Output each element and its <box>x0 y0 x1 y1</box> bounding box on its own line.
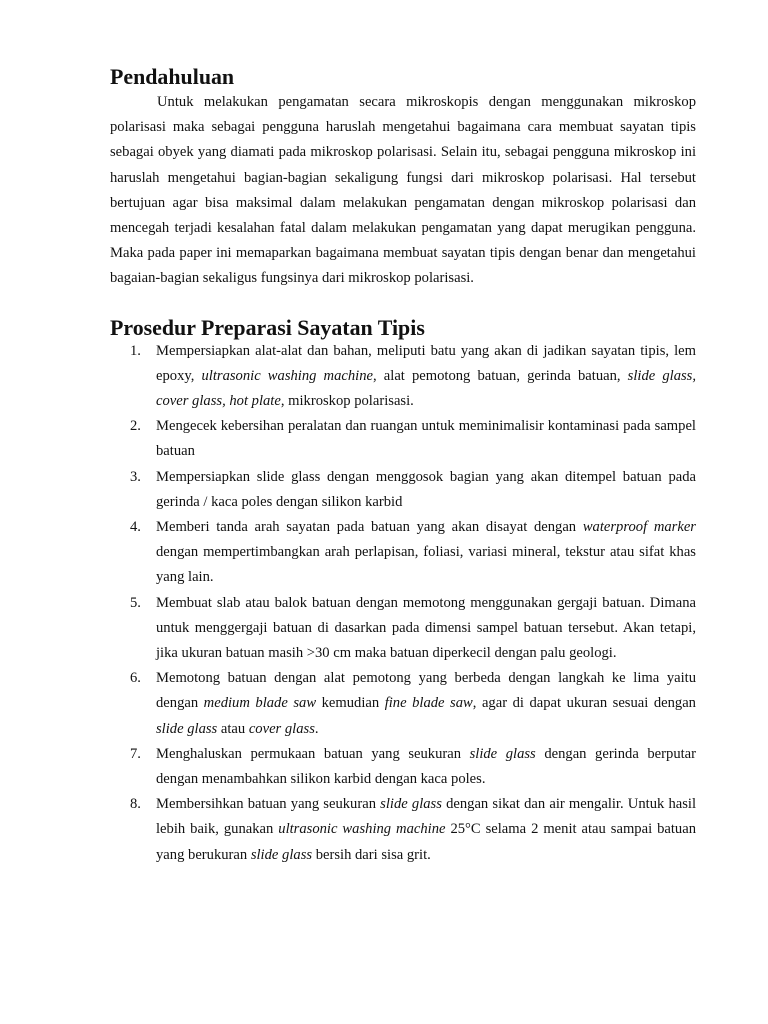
step-text: Membersihkan batuan yang seukuran <box>156 796 381 813</box>
step-text: dengan sikat dan air mengalir. Untuk hasil lebih baik, gunakan <box>156 796 697 838</box>
procedure-step <box>110 591 696 667</box>
step-text: Mempersiapkan slide glass dengan menggosok bagian yang akan ditempel batuan pada gerinda / kaca poles dengan silikon karbid <box>156 468 696 510</box>
document-page <box>110 66 696 868</box>
step-text: , mikroskop polarisasi. <box>280 393 414 410</box>
procedure-step <box>110 339 696 415</box>
step-text: Menghaluskan permukaan batuan yang seukuran <box>156 745 470 762</box>
intro-heading: Pendahuluan <box>110 64 235 89</box>
procedure-step <box>110 414 696 464</box>
step-italic-term: ultrasonic washing machine <box>278 821 446 838</box>
step-text: , agar di dapat ukuran sesuai dengan <box>472 695 696 712</box>
step-text: Membuat slab atau balok batuan dengan memotong menggunakan gergaji batuan. Dimana untuk menggergaji batuan di dasarkan pada dimensi sampel batuan tersebut. Akan tetapi, jika ukuran batuan masih >30 cm maka batuan diperkecil dengan palu geologi. <box>156 594 696 662</box>
procedure-heading: Prosedur Preparasi Sayatan Tipis <box>110 314 425 340</box>
step-italic-term: medium blade saw <box>203 695 317 712</box>
procedure-step <box>110 515 696 591</box>
step-text: bersih dari sisa grit. <box>312 846 431 863</box>
step-number: 5. <box>130 594 141 611</box>
step-text: dengan mempertimbangkan arah perlapisan, foliasi, variasi mineral, tekstur atau sifat khas yang lain. <box>156 544 696 586</box>
procedure-step <box>110 666 696 742</box>
step-text: Memberi tanda arah sayatan pada batuan yang akan disayat dengan <box>156 519 583 536</box>
step-italic-term: slide glass <box>250 846 313 863</box>
step-italic-term: slide glass <box>156 720 218 737</box>
step-italic-term: ultrasonic washing machine <box>201 367 374 384</box>
step-italic-term: slide glass <box>469 745 536 762</box>
step-italic-term: slide glass, cover glass, hot plate <box>156 367 696 410</box>
step-text: 25°C selama 2 menit atau sampai batuan yang berukuran <box>156 821 696 863</box>
step-italic-term: slide glass <box>380 796 442 813</box>
intro-section <box>110 66 696 292</box>
intro-paragraph: Untuk melakukan pengamatan secara mikroskopis dengan menggunakan mikroskop polarisasi maka sebagai pengguna haruslah mengetahui bagaimana cara membuat sayatan tipis sebagai obyek yang diamati pada mikroskop polarisasi. Selain itu, sebagai pengguna mikroskop ini haruslah mengetahui bagian-bagian sekaligung fungsi dari mikroskop polarisasi. Hal tersebut bertujuan agar bisa maksimal dalam melakukan pengamatan dengan mikroskop polarisasi dan mencegah terjadi kesalahan fatal dalam melakukan pengamatan yang dapat merugikan pengguna. Maka pada paper ini memaparkan bagaimana membuat sayatan tipis dengan benar dan mengetahui bagaian-bagian sekaligus fungsinya dari mikroskop polarisasi. <box>110 94 696 287</box>
step-text: atau <box>217 720 249 737</box>
step-text: , alat pemotong batuan, gerinda batuan, <box>373 367 628 384</box>
step-italic-term: waterproof marker <box>582 519 696 536</box>
step-number: 2. <box>130 418 141 435</box>
step-number: 4. <box>130 519 141 536</box>
step-text: Memotong batuan dengan alat pemotong yang berbeda dengan langkah ke lima yaitu dengan <box>156 670 696 712</box>
step-text: kemudian <box>316 695 385 712</box>
procedure-step <box>110 792 696 868</box>
step-number: 6. <box>130 670 141 687</box>
step-italic-term: fine blade saw <box>384 695 473 712</box>
step-text: . <box>314 720 319 737</box>
step-text: Mengecek kebersihan peralatan dan ruangan untuk meminimalisir kontaminasi pada sampel batuan <box>156 418 696 460</box>
step-italic-term: cover glass <box>248 720 315 737</box>
procedure-section <box>110 314 697 868</box>
step-number: 3. <box>130 468 141 485</box>
step-number: 8. <box>130 796 141 813</box>
step-number: 7. <box>130 745 141 762</box>
procedure-step <box>110 465 696 515</box>
step-number: 1. <box>130 342 141 359</box>
step-text: dengan gerinda berputar dengan menambahkan silikon karbid dengan kaca poles. <box>156 745 697 788</box>
procedure-step-list <box>110 339 696 868</box>
procedure-step <box>110 742 696 792</box>
step-text: Mempersiapkan alat-alat dan bahan, meliputi batu yang akan di jadikan sayatan tipis, lem epoxy, <box>156 342 696 384</box>
